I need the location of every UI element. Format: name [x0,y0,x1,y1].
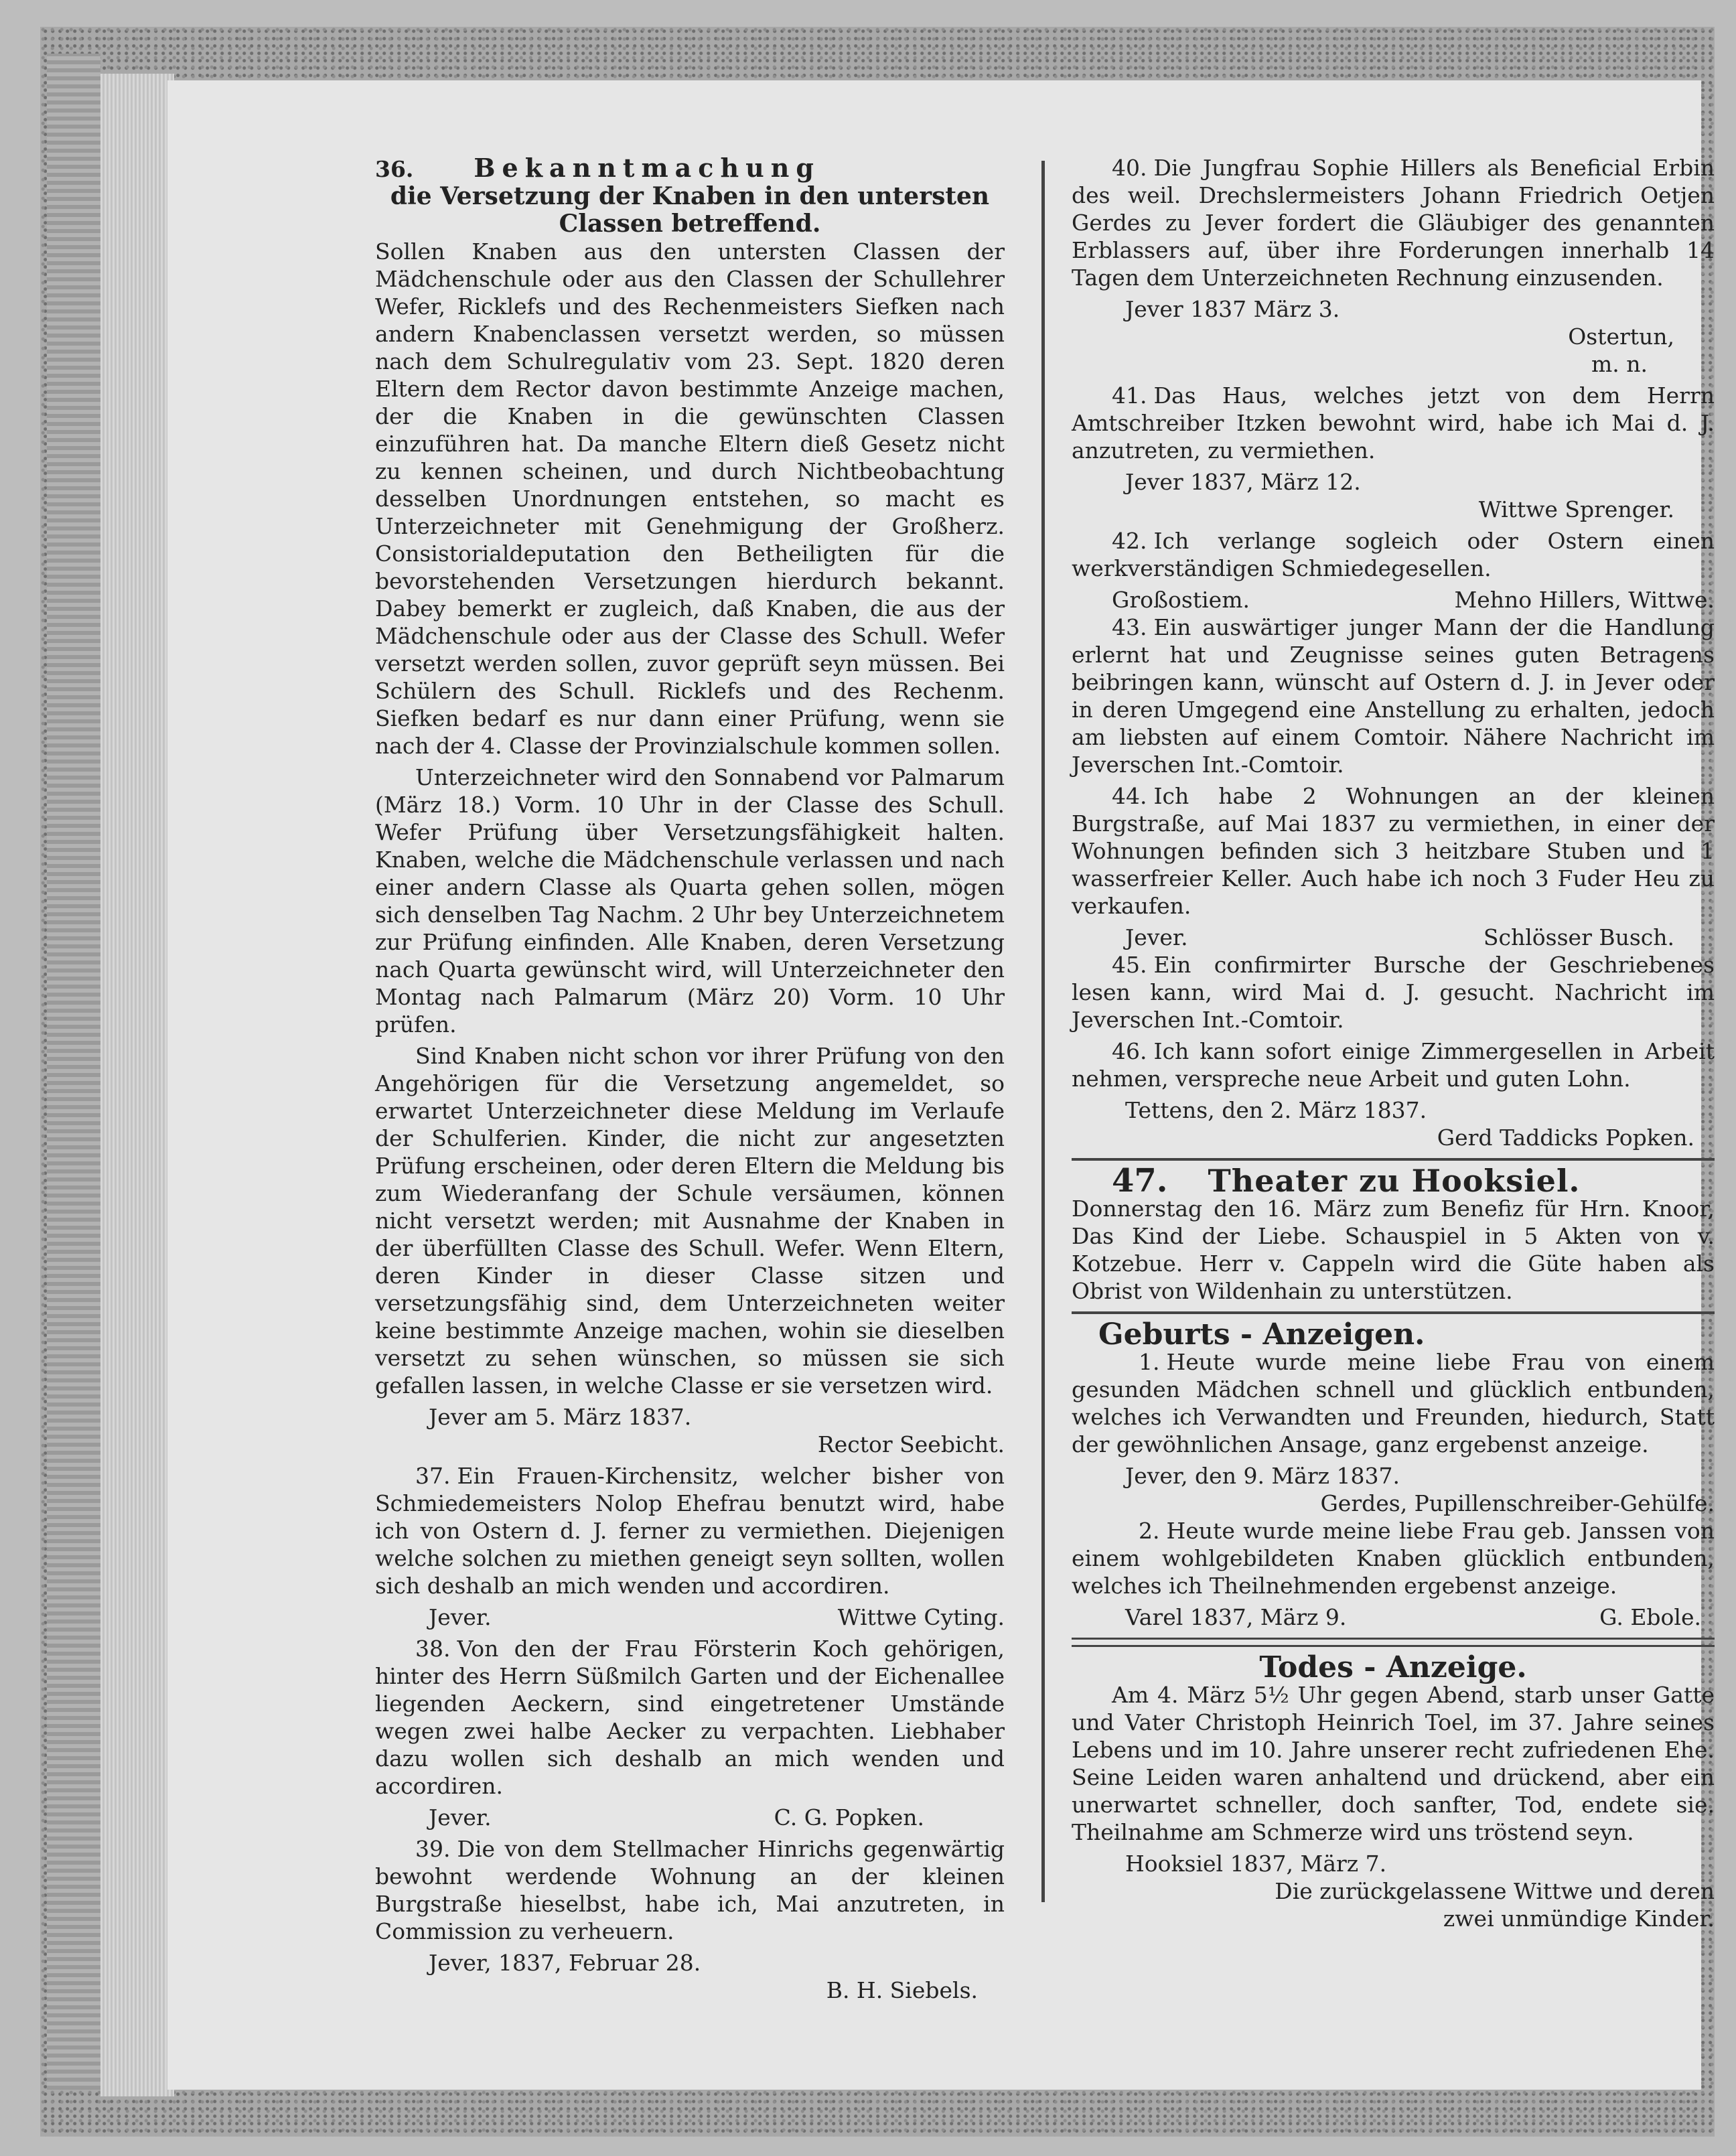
notice-place-date: Tettens, den 2. März 1837. [1125,1097,1427,1123]
notice-signature: G. Ebole. [1599,1604,1701,1630]
notice-place-date: Jever 1837 März 3. [1125,296,1340,322]
notice-place-date: Jever, den 9. März 1837. [1125,1463,1400,1489]
notice-number: 41. [1112,382,1147,409]
notice-38 [375,1635,1005,1831]
column-divider [1041,161,1045,1902]
notice-number: 2. [1139,1518,1160,1544]
section-rule [1072,1311,1715,1314]
section-rule [1072,1158,1715,1161]
notice-paragraph: Sind Knaben nicht schon vor ihrer Prüfung von den Angehörigen für die Versetzung angemeldet, so erwartet Unterzeichneter diese Meldung im Verlaufe der Schulferien. Kinder, die nicht zur angesetzten Prüfung erscheinen, oder deren Eltern die Meldung bis zum Wiederanfang der Schule versäumen, können nicht versetzt werden; mit Ausnahme der Knaben in der überfüllten Classe des Schull. Wefer. Wenn Eltern, deren Kinder in dieser Classe sitzen und versetzungsfähig sind, dem Unterzeichneten weiter keine bestimmte Anzeige machen, wohin sie dieselben versetzt zu sehen wünschen, so müssen sie sich gefallen lassen, in welche Classe er sie versetzen wird. [375,1043,1005,1398]
notice-47-theater [1072,1162,1715,1305]
notice-place-date: Jever am 5. März 1837. [429,1404,692,1430]
page-edges [100,74,174,2096]
notice-number: 39. [415,1836,451,1862]
notice-place-date: Varel 1837, März 9. [1125,1604,1347,1630]
book-spine [47,54,100,2090]
notice-place-date: Großostiem. [1112,587,1250,613]
births-section [1072,1317,1715,1631]
notice-text: Heute wurde meine liebe Frau geb. Janssen von einem wohlgebildeten Knaben glücklich entbunden, welches ich Theilnehmenden ergebenst anzeige. [1072,1518,1715,1599]
notice-place-date: Jever. [1125,924,1188,950]
notice-text: Ich kann sofort einige Zimmergesellen in Arbeit nehmen, verspreche neue Arbeit und guten Lohn. [1072,1038,1715,1092]
notice-signature: Ostertun, [1568,324,1674,350]
notice-45 [1072,951,1715,1033]
notice-number: 46. [1112,1038,1147,1064]
notice-42 [1072,527,1715,614]
notice-number: 38. [415,1636,451,1662]
notice-text: Die von dem Stellmacher Hinrichs gegenwärtig bewohnt werdende Wohnung an der kleinen Burgstraße hieselbst, habe ich, Mai anzutreten, in Commission zu verheuern. [375,1836,1005,1944]
notice-text: Am 4. März 5½ Uhr gegen Abend, starb unser Gatte und Vater Christoph Heinrich Toel, im 37. Jahre seines Lebens und im 10. Jahre unserer recht zufriedenen Ehe. Seine Leiden waren anhaltend und drückend, aber ein unerwartet schneller, doch sanfter, Tod, endete sie. Theilnahme am Schmerze wird uns tröstend seyn. [1072,1682,1715,1845]
notice-44 [1072,782,1715,951]
notice-signature: C. G. Popken. [774,1804,924,1830]
right-column [1072,154,1715,1932]
notice-number: 36. [375,156,414,182]
notice-number: 47. [1112,1162,1168,1200]
notice-number: 42. [1112,528,1147,554]
notice-number: 37. [415,1463,451,1489]
notice-36 [375,154,1005,1458]
notice-place-date: Jever 1837, März 12. [1125,469,1361,495]
notice-title: Bekanntmachung [474,153,820,183]
notice-signature: Gerdes, Pupillenschreiber-Gehülfe. [1320,1490,1715,1516]
notice-number: 45. [1112,952,1147,978]
notice-signature: Mehno Hillers, Wittwe. [1454,587,1715,613]
notice-39 [375,1835,1005,2004]
notice-signature: Die zurückgelassene Wittwe und deren zwei unmündige Kinder. [1275,1878,1715,1932]
notice-text: Ein auswärtiger junger Mann der die Handlung erlernt hat und Zeugnisse seines guten Betragens beibringen kann, wünscht auf Ostern d. J. in Jever oder in deren Umgegend eine Anstellung zu erhalten, jedoch am liebsten auf einem Comtoir. Nähere Nachricht im Jeverschen Int.-Comtoir. [1072,614,1715,778]
death-heading: Todes - Anzeige. [1259,1650,1527,1684]
notice-paragraph: Sollen Knaben aus den untersten Classen der Mädchenschule oder aus den Classen der Schullehrer Wefer, Ricklefs und des Rechenmeisters Siefken nach andern Knabenclassen versetzt werden, so müssen nach dem Schulregulativ vom 23. Sept. 1820 deren Eltern dem Rector davon bestimmte Anzeige machen, der die Knaben in die gewünschten Classen einzuführen hat. Da manche Eltern dieß Gesetz nicht zu kennen scheinen, und durch Nichtbeobachtung desselben Unordnungen entstehen, so macht es Unterzeichneter mit Genehmigung der Großherz. Consistorialdeputation den Betheiligten für die bevorstehenden Versetzungen hierdurch bekannt. Dabey bemerkt er zugleich, daß Knaben, die aus der Mädchenschule oder aus der Classe des Schull. Wefer versetzt werden sollen, zuvor geprüft seyn müssen. Bei Schülern des Schull. Ricklefs und des Rechenm. Siefken bedarf es nur dann einer Prüfung, wenn sie nach der 4. Classe der Provinzialschule kommen sollen. [375,238,1005,759]
notice-number: 1. [1139,1349,1160,1375]
death-section [1072,1650,1715,1932]
notice-text: Ein confirmirter Bursche der Geschriebenes lesen kann, wird Mai d. J. gesucht. Nachricht im Jeverschen Int.-Comtoir. [1072,952,1715,1033]
notice-subtitle: die Versetzung der Knaben in den untersten [390,182,990,210]
notice-41 [1072,382,1715,523]
notice-signature: Wittwe Cyting. [837,1604,1005,1630]
notice-text: Ich verlange sogleich oder Ostern einen werkverständigen Schmiedegesellen. [1072,528,1715,581]
notice-text: Das Haus, welches jetzt von dem Herrn Amtschreiber Itzken bewohnt wird, habe ich Mai d. J. anzutreten, zu vermiethen. [1072,382,1715,463]
notice-paragraph: Unterzeichneter wird den Sonnabend vor Palmarum (März 18.) Vorm. 10 Uhr in der Classe des Schull. Wefer Prüfung über Versetzungsfähigkeit halten. Knaben, welche die Mädchenschule verlassen und nach einer andern Classe als Quarta gehen sollen, mögen sich denselben Tag Nachm. 2 Uhr bey Unterzeichnetem zur Prüfung einfinden. Alle Knaben, deren Versetzung nach Quarta gewünscht wird, will Unterzeichneter den Montag nach Palmarum (März 20) Vorm. 10 Uhr prüfen. [375,764,1005,1037]
notice-signature: Rector Seebicht. [817,1431,1005,1457]
notice-signature: Gerd Taddicks Popken. [1437,1125,1694,1151]
notice-subtitle: Classen betreffend. [559,210,821,238]
notice-40 [1072,154,1715,378]
notice-46 [1072,1037,1715,1151]
notice-place-date: Jever, 1837, Februar 28. [429,1950,701,1976]
section-rule [1072,1638,1715,1647]
left-column [375,154,1005,2004]
notice-signature: Wittwe Sprenger. [1478,496,1674,522]
notice-place-date: Hooksiel 1837, März 7. [1125,1851,1387,1877]
notice-signature-note: m. n. [1591,351,1648,377]
notice-text: Ein Frauen-Kirchensitz, welcher bisher von Schmiedemeisters Nolop Ehefrau benutzt wird, habe ich von Ostern d. J. ferner zu vermiethen. Diejenigen welche solchen zu miethen geneigt seyn sollten, wollen sich deshalb an mich wenden und accordiren. [375,1463,1005,1599]
notice-number: 40. [1112,155,1147,181]
notice-text: Donnerstag den 16. März zum Benefiz für Hrn. Knoor, Das Kind der Liebe. Schauspiel in 5 Akten von v. Kotzebue. Herr v. Cappeln wird die Güte haben als Obrist von Wildenhain zu unterstützen. [1072,1196,1715,1304]
notice-text: Die Jungfrau Sophie Hillers als Beneficial Erbin des weil. Drechslermeisters Johann Friedrich Oetjen Gerdes zu Jever fordert die Gläubiger des genannten Erblassers auf, über ihre Forderungen innerhalb 14 Tagen dem Unterzeichneten Rechnung einzusenden. [1072,155,1715,291]
notice-number: 44. [1112,783,1147,809]
births-heading: Geburts - Anzeigen. [1098,1317,1425,1352]
notice-43 [1072,614,1715,778]
notice-text: Ich habe 2 Wohnungen an der kleinen Burgstraße, auf Mai 1837 zu vermiethen, in einer der Wohnungen befinden sich 3 heitzbare Stuben und 1 wasserfreier Keller. Auch habe ich noch 3 Fuder Heu zu verkaufen. [1072,783,1715,919]
notice-number: 43. [1112,614,1147,640]
notice-place-date: Jever. [429,1804,492,1830]
notice-text: Von den der Frau Försterin Koch gehörigen, hinter des Herrn Süßmilch Garten und der Eichenallee liegenden Aeckern, sind eingetretener Umstände wegen zwei halbe Aecker zu verpachten. Liebhaber dazu wollen sich deshalb an mich wenden und accordiren. [375,1636,1005,1799]
notice-37 [375,1462,1005,1631]
theater-title: Theater zu Hooksiel. [1208,1163,1581,1199]
notice-text: Heute wurde meine liebe Frau von einem gesunden Mädchen schnell und glücklich entbunden, welches ich Verwandten und Freunden, hiedurch, Statt der gewöhnlichen Ansage, ganz ergebenst anzeige. [1072,1349,1715,1457]
notice-signature: Schlösser Busch. [1483,924,1674,950]
notice-place-date: Jever. [429,1604,492,1630]
notice-signature: B. H. Siebels. [826,1977,978,2003]
